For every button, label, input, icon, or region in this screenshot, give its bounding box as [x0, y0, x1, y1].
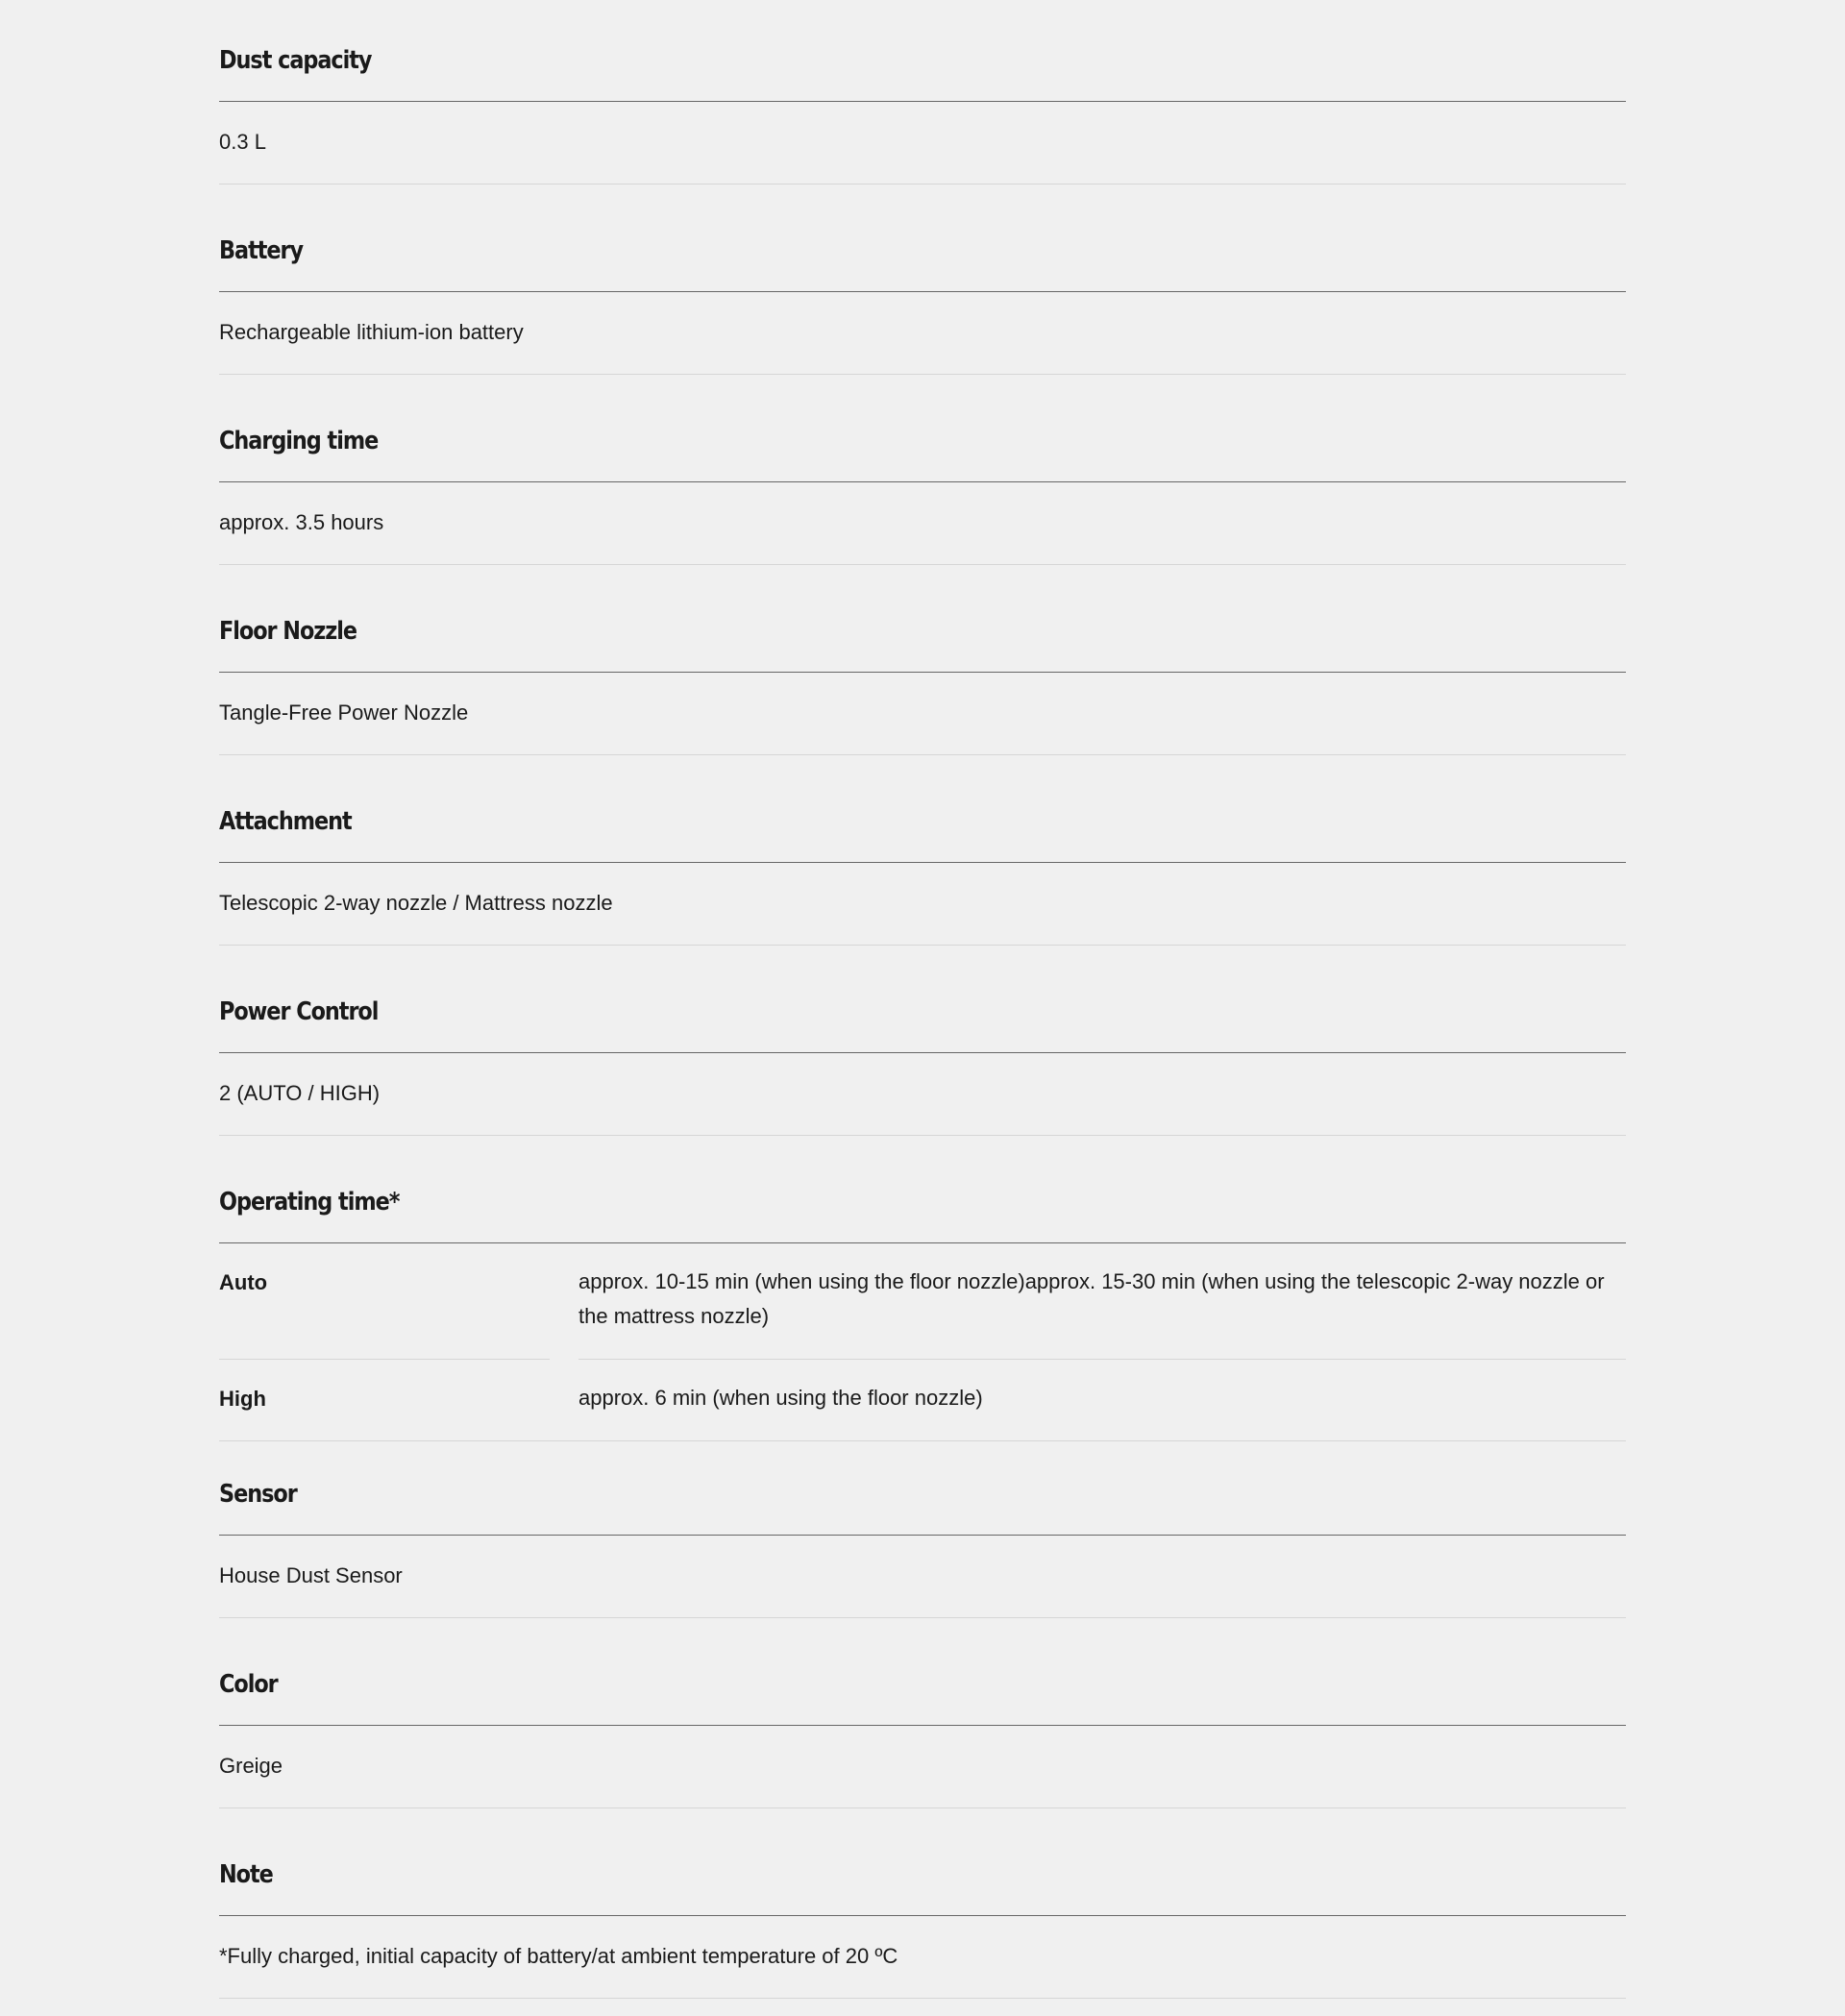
spec-value-row [219, 1916, 1626, 1999]
spec-heading-row [219, 190, 1626, 292]
spec-heading-row [219, 1814, 1626, 1916]
spec-heading: Charging time [219, 427, 379, 455]
spec-heading-row [219, 761, 1626, 863]
spec-battery [219, 190, 1626, 381]
spec-value: 0.3 L [219, 130, 266, 154]
spec-value: approx. 3.5 hours [219, 510, 384, 534]
spec-value: Telescopic 2-way nozzle / Mattress nozzle [219, 891, 613, 915]
spec-value-row [219, 1053, 1626, 1136]
spec-attachment [219, 761, 1626, 951]
spec-heading-row [219, 1434, 1626, 1536]
spec-heading-row [219, 571, 1626, 673]
spec-heading-row [219, 951, 1626, 1053]
spec-value-row [219, 1536, 1626, 1618]
spec-heading: Power Control [219, 997, 379, 1026]
spec-color [219, 1624, 1626, 1814]
spec-heading-row [219, 1624, 1626, 1726]
spec-subrow-high [219, 1360, 1626, 1441]
spec-heading: Operating time* [219, 1188, 400, 1217]
spec-heading: Color [219, 1670, 278, 1699]
spec-power-control [219, 951, 1626, 1142]
spec-operating-time [219, 1142, 1626, 1434]
spec-heading: Note [219, 1860, 273, 1889]
spec-value: *Fully charged, initial capacity of battery/at ambient temperature of 20 ºC [219, 1944, 898, 1968]
spec-note [219, 1814, 1626, 2006]
spec-value: Rechargeable lithium-ion battery [219, 320, 524, 344]
spec-dust-capacity [219, 0, 1626, 190]
spec-value-row [219, 1726, 1626, 1808]
spec-subrow-label: High [219, 1387, 266, 1411]
spec-heading: Battery [219, 236, 304, 265]
spec-value: Tangle-Free Power Nozzle [219, 701, 469, 725]
spec-subrow-value: approx. 6 min (when using the floor nozzle) [578, 1386, 983, 1410]
spec-value-row [219, 102, 1626, 184]
spec-value: 2 (AUTO / HIGH) [219, 1081, 381, 1105]
spec-subrow-auto [219, 1243, 1626, 1360]
spec-value-row [219, 292, 1626, 375]
spec-heading-row [219, 381, 1626, 482]
spec-value-row [219, 863, 1626, 946]
spec-heading: Attachment [219, 807, 352, 836]
spec-heading-row [219, 0, 1626, 102]
spec-value-row [219, 482, 1626, 565]
spec-floor-nozzle [219, 571, 1626, 761]
spec-list [219, 0, 1626, 2006]
spec-subrow-label-cell [219, 1243, 550, 1360]
spec-heading: Sensor [219, 1480, 297, 1509]
spec-value: Greige [219, 1754, 283, 1778]
spec-subrow-value-cell [578, 1243, 1626, 1360]
spec-subrow-value-cell [578, 1360, 1626, 1441]
spec-subrow-label: Auto [219, 1270, 268, 1294]
spec-heading-row [219, 1142, 1626, 1243]
spec-charging-time [219, 381, 1626, 571]
spec-value-row [219, 673, 1626, 755]
spec-heading: Dust capacity [219, 46, 372, 75]
spec-sensor [219, 1434, 1626, 1624]
spec-value: House Dust Sensor [219, 1563, 403, 1587]
spec-subrow-value: approx. 10-15 min (when using the floor nozzle)approx. 15-30 min (when using the telescopic 2-way nozzle or the mattress nozzle) [578, 1269, 1605, 1328]
spec-heading: Floor Nozzle [219, 617, 357, 646]
